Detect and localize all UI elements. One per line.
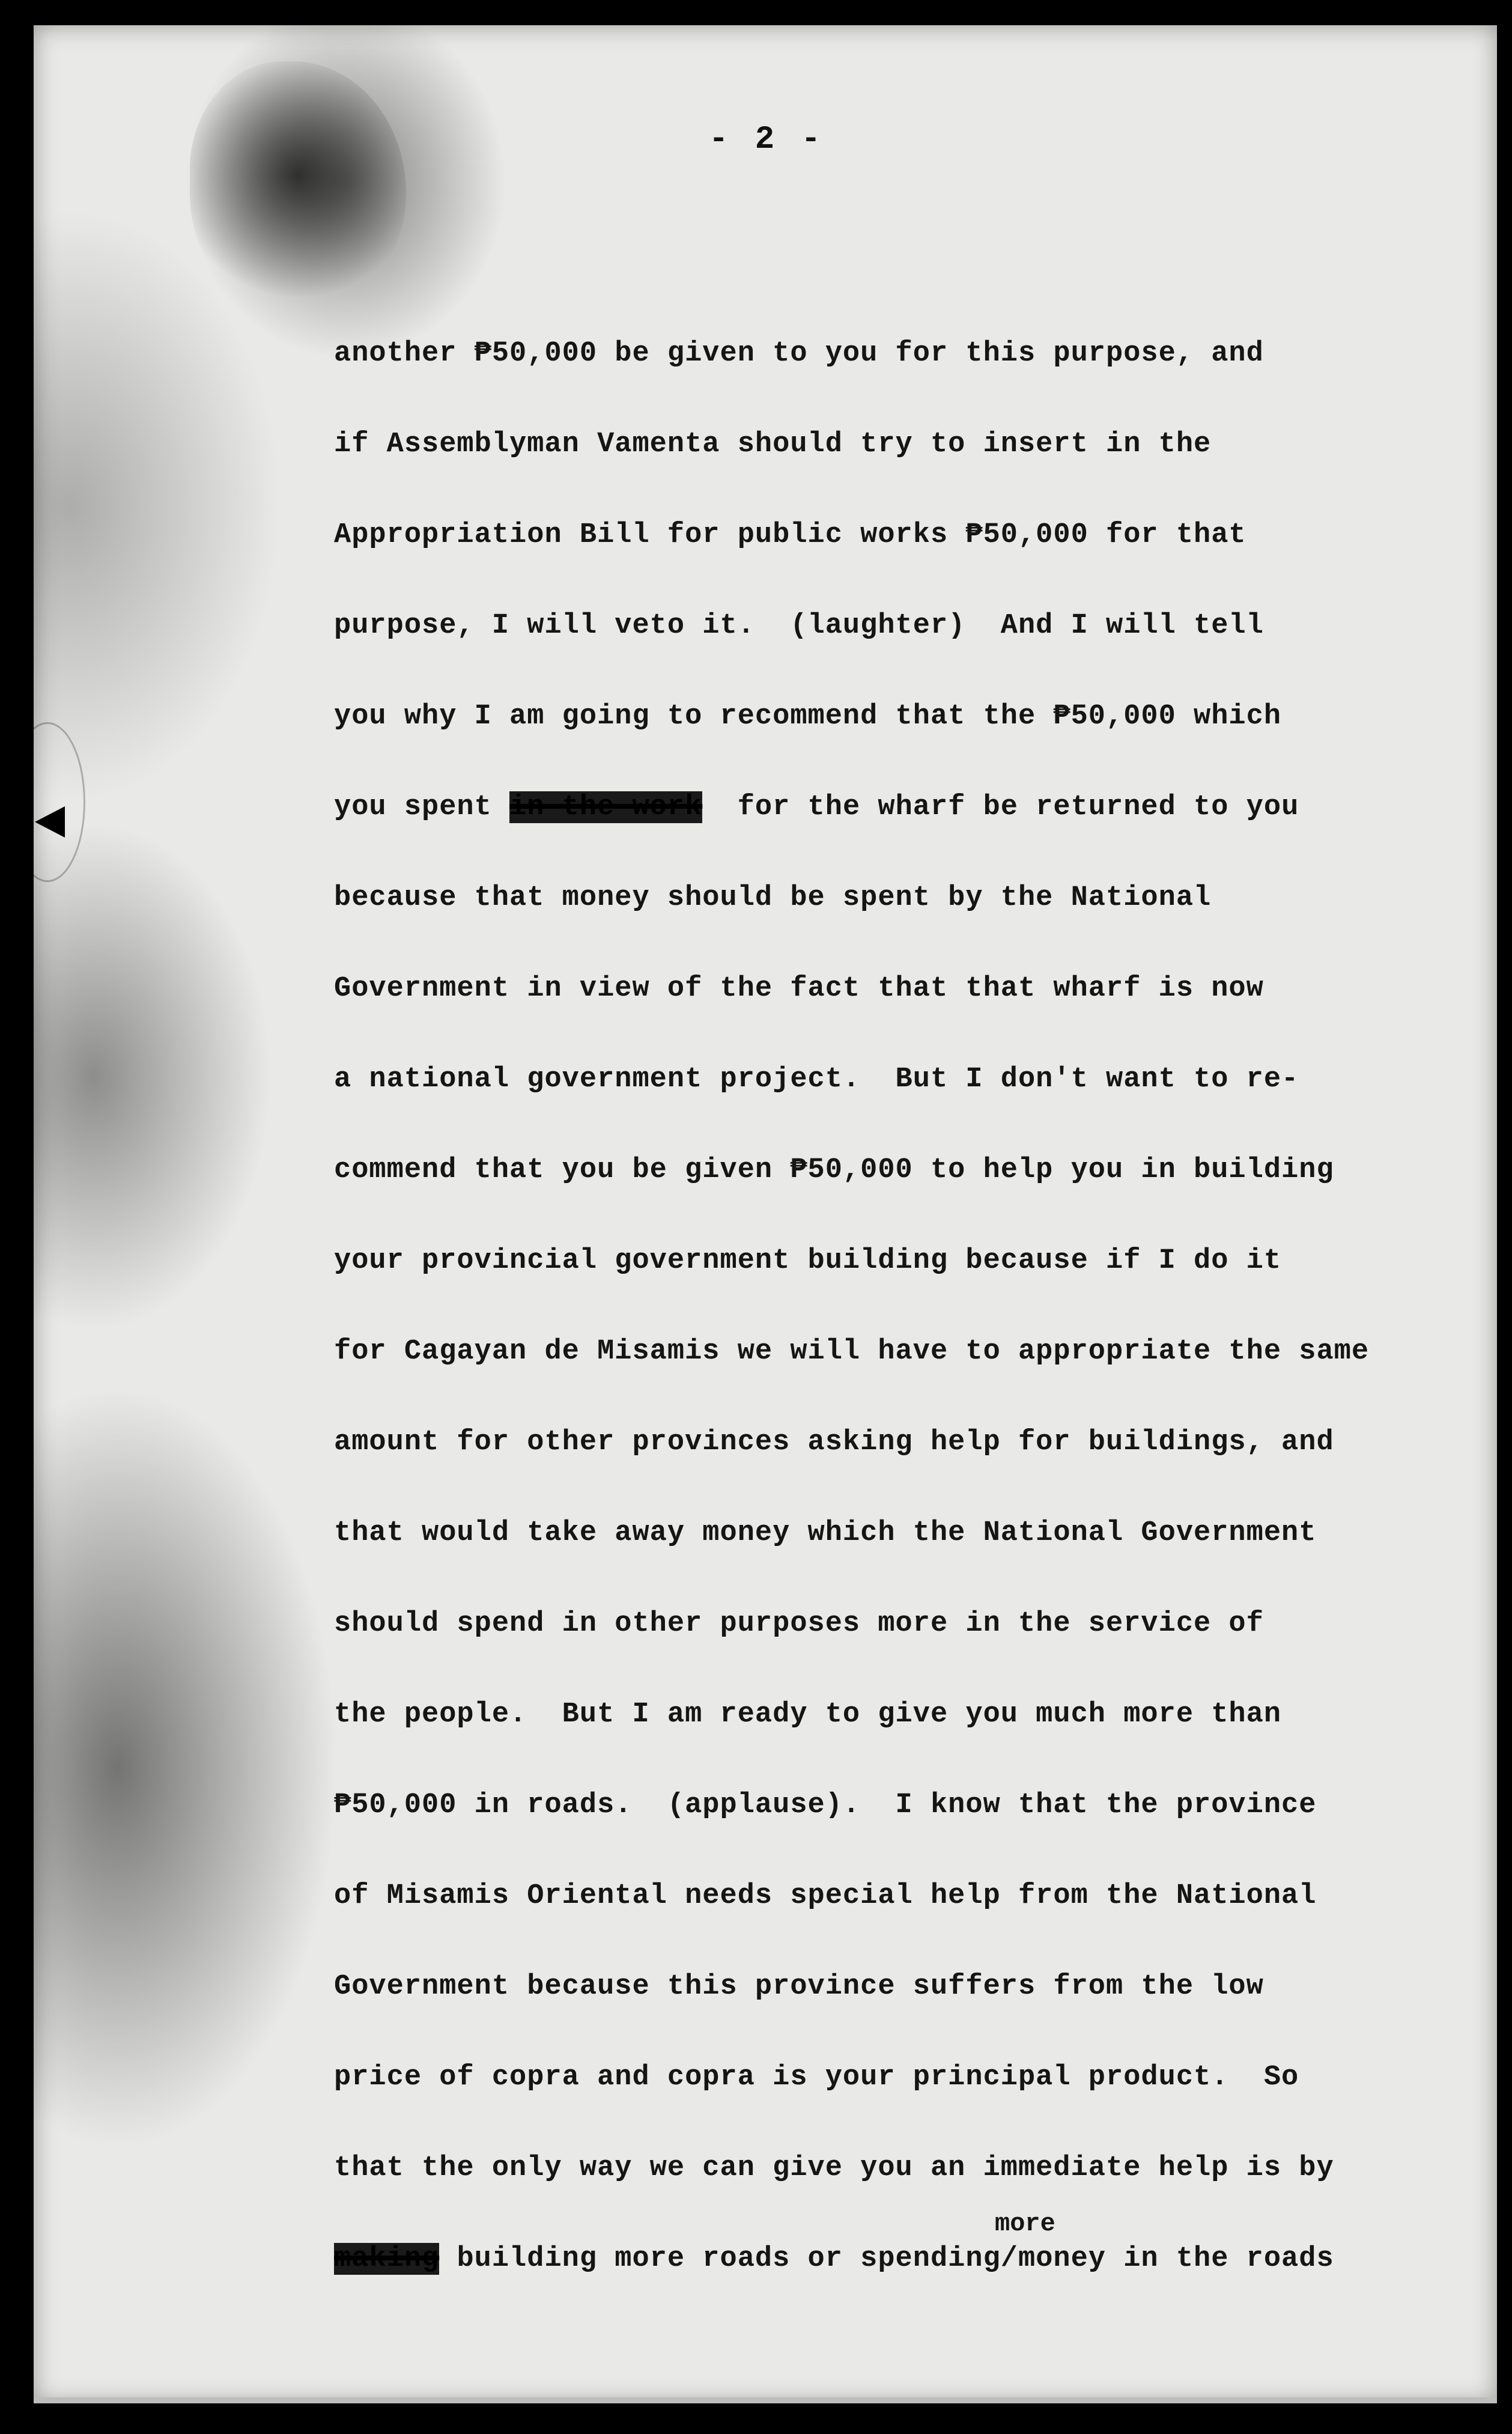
text-line [334,882,1211,914]
line-text: you spent [334,791,510,823]
text-line [334,519,1246,551]
text-line [334,1971,1264,2003]
line-text: a national government project. But I don't want to re- [334,1063,1299,1095]
struck-text: making [334,2243,440,2275]
line-text: of Misamis Oriental needs special help from the National [334,1880,1317,1912]
margin-marker-icon [35,806,65,838]
text-line [334,1608,1264,1640]
punch-hole [10,722,85,882]
line-text: another ₱50,000 be given to you for this purpose, and [334,338,1264,370]
text-line [334,791,1299,823]
line-text: amount for other provinces asking help for buildings, and [334,1426,1334,1458]
text-line [334,973,1264,1005]
text-line [334,1880,1316,1912]
text-line [334,1426,1334,1458]
text-line [334,338,1264,370]
text-line [334,701,1281,732]
line-text: ₱50,000 in roads. (applause). I know that the province [334,1789,1317,1821]
page-number: - 2 - [708,121,825,158]
ink-stain [190,61,406,314]
text-line [334,1789,1316,1821]
line-text: Government because this province suffers from the low [334,1971,1264,2003]
line-text: that would take away money which the National Government [334,1517,1317,1549]
text-line [334,1699,1281,1730]
page-bottom-edge [34,2397,1497,2403]
line-text: because that money should be spent by the National [334,882,1212,914]
line-text: you why I am going to recommend that the ₱50,000 which [334,701,1282,732]
line-text: if Assemblyman Vamenta should try to insert in the [334,428,1212,460]
text-line [334,610,1264,642]
text-line [334,1154,1334,1186]
line-text: your provincial government building because if I do it [334,1245,1282,1277]
document-page [34,25,1497,2403]
line-text: the people. But I am ready to give you much more than [334,1699,1282,1730]
line-text: Government in view of the fact that that wharf is now [334,973,1264,1005]
text-line [334,2243,1334,2275]
text-line [334,2061,1299,2093]
handwritten-insertion: more [995,2209,1055,2238]
line-text: for Cagayan de Misamis we will have to appropriate the same [334,1336,1370,1368]
struck-text: in the work [509,791,703,823]
line-text: should spend in other purposes more in the service of [334,1608,1264,1640]
text-line [334,1336,1369,1368]
text-line [334,2152,1334,2184]
line-text: for the wharf be returned to you [702,791,1299,823]
line-text: that the only way we can give you an immediate help is by [334,2152,1334,2184]
line-text: building more roads or spending/money in the roads [439,2243,1334,2275]
text-line [334,428,1211,460]
line-text: purpose, I will veto it. (laughter) And I will tell [334,610,1264,642]
line-text: price of copra and copra is your principal product. So [334,2061,1299,2093]
line-text: commend that you be given ₱50,000 to help you in building [334,1154,1334,1186]
line-text: Appropriation Bill for public works ₱50,000 for that [334,519,1246,551]
text-line [334,1063,1299,1095]
text-line [334,1517,1316,1549]
text-line [334,1245,1281,1277]
